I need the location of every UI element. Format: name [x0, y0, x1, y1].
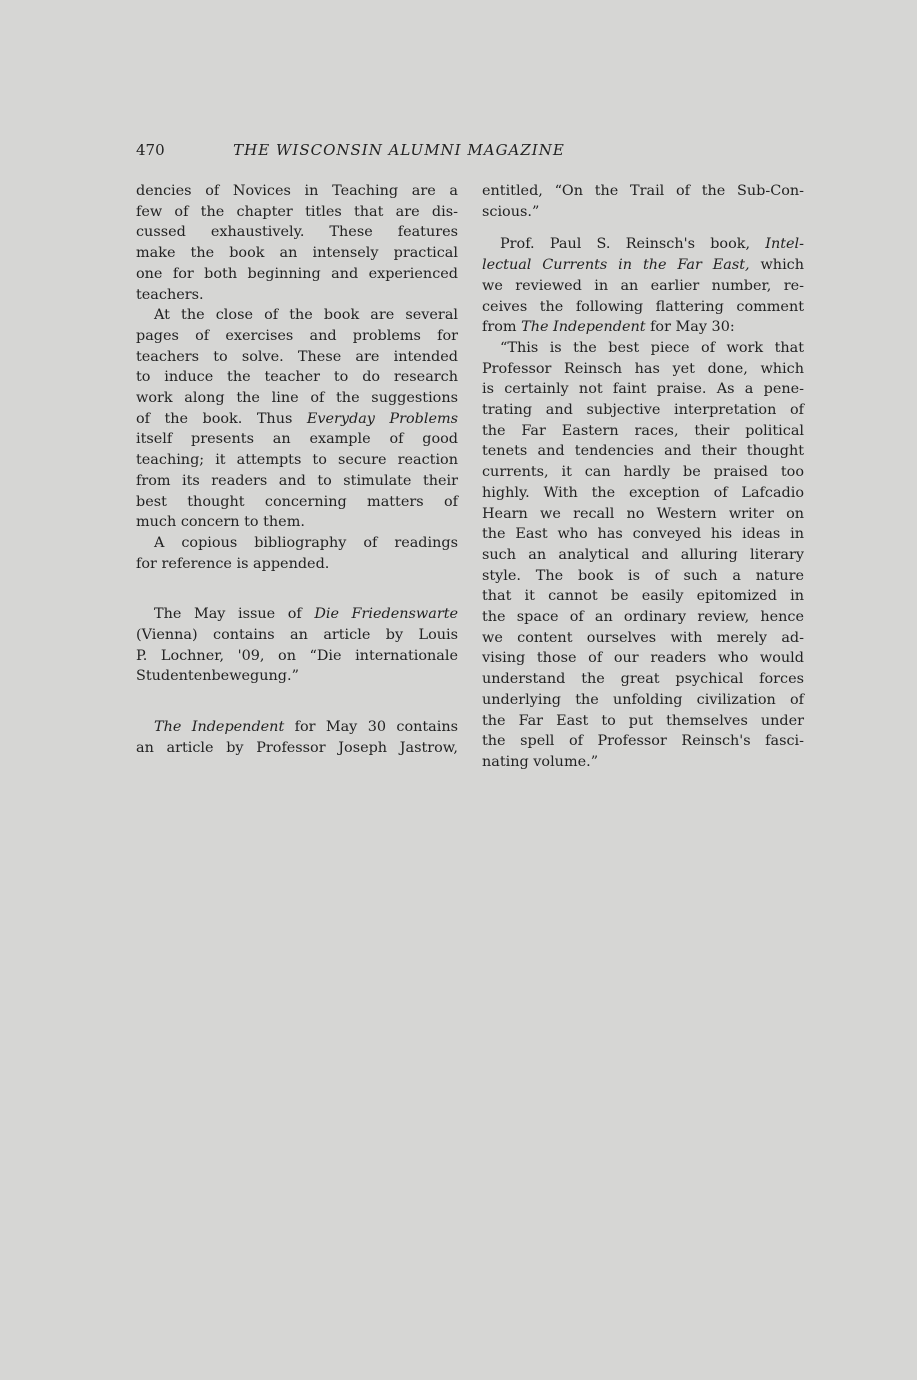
right-column	[482, 181, 804, 773]
text-line: make the book an intensely practical	[136, 245, 458, 262]
text-line: Professor Reinsch has yet done, which	[482, 360, 804, 377]
text-line	[482, 317, 804, 338]
text-run: The May issue of	[154, 606, 315, 623]
book-title: lectual Currents in the Far East,	[482, 257, 750, 274]
text-line: understand the great psychical forces	[482, 671, 804, 688]
section-gap	[136, 574, 458, 604]
periodical-title: Die Friedenswarte	[314, 606, 458, 623]
text-line: dencies of Novices in Teaching are a	[136, 183, 458, 199]
text-line: teachers to solve. These are intended	[136, 348, 458, 365]
text-line	[136, 409, 458, 430]
text-line: the East who has conveyed his ideas in	[482, 526, 804, 543]
text-line: an article by Professor Joseph Jastrow,	[136, 739, 458, 756]
text-line: entitled, “On the Trail of the Sub-Con-	[482, 183, 804, 199]
text-line: teaching; it attempts to secure reaction	[136, 452, 458, 469]
paragraph-exercises	[136, 305, 458, 533]
text-line: that it cannot be easily epitomized in	[482, 588, 804, 605]
text-line: we reviewed in an earlier number, re-	[482, 277, 804, 294]
text-line: the spell of Professor Reinsch's fasci-	[482, 733, 804, 750]
text-line: Hearn we recall no Western writer on	[482, 505, 804, 522]
text-line: nating volume.”	[482, 753, 599, 770]
text-line: best thought concerning matters of	[136, 493, 458, 510]
text-line: currents, it can hardly be praised too	[482, 464, 804, 481]
paragraph-jastrow-continued	[482, 181, 804, 222]
text-line: highly. With the exception of Lafcadio	[482, 484, 804, 501]
text-run: for May 30:	[645, 319, 735, 336]
text-line: style. The book is of such a nature	[482, 567, 804, 584]
text-line: scious.”	[482, 203, 540, 220]
text-line: (Vienna) contains an article by Louis	[136, 627, 458, 644]
text-run: for May 30 contains	[284, 719, 458, 736]
text-line: A copious bibliography of readings	[154, 534, 458, 551]
text-line: much concern to them.	[136, 514, 305, 531]
text-line: the Far East to put themselves under	[482, 712, 804, 729]
text-line: the space of an ordinary review, hence	[482, 609, 804, 626]
text-line: cussed exhaustively. These features	[136, 224, 458, 241]
text-run: of the book. Thus	[136, 410, 307, 427]
paragraph-reinsch	[482, 234, 804, 338]
text-line: one for both beginning and experienced	[136, 265, 458, 282]
text-run: from	[482, 319, 522, 336]
text-line: trating and subjective interpretation of	[482, 402, 804, 419]
periodical-title: The Independent	[154, 719, 285, 736]
text-line: the Far Eastern races, their political	[482, 422, 804, 439]
paragraph-jastrow	[136, 717, 458, 758]
text-line: for reference is appended.	[136, 555, 330, 572]
text-line: pages of exercises and problems for	[136, 327, 458, 344]
section-gap	[136, 687, 458, 717]
text-line: underlying the unfolding civilization of	[482, 691, 804, 708]
running-title: THE WISCONSIN ALUMNI MAGAZINE	[233, 141, 565, 159]
text-line: teachers.	[136, 286, 204, 303]
text-line: Studentenbewegung.”	[136, 668, 299, 685]
periodical-title: The Independent	[521, 319, 646, 336]
text-line: “This is the best piece of work that	[500, 339, 804, 356]
text-line: to induce the teacher to do research	[136, 369, 458, 386]
paragraph-chapter-titles	[136, 181, 458, 305]
paragraph-friedenswarte	[136, 604, 458, 687]
text-line: ceives the following flattering comment	[482, 298, 804, 315]
text-line: we content ourselves with merely ad-	[482, 629, 804, 646]
text-line: vising those of our readers who would	[482, 650, 804, 667]
text-line: is certainly not faint praise. As a pene-	[482, 381, 804, 398]
left-column	[136, 181, 458, 759]
text-line: from its readers and to stimulate their	[136, 472, 458, 489]
text-line	[136, 604, 458, 625]
paragraph-bibliography	[136, 533, 458, 574]
text-line: itself presents an example of good	[136, 431, 458, 448]
text-line: P. Lochner, '09, on “Die internationale	[136, 647, 458, 664]
text-line	[482, 234, 804, 255]
book-title: Everyday Problems	[306, 410, 458, 427]
book-title: Intel-	[765, 236, 804, 253]
text-line: tenets and tendencies and their thought	[482, 443, 804, 460]
page-number: 470	[136, 141, 165, 159]
section-gap	[482, 222, 804, 234]
text-line	[482, 255, 804, 276]
text-line: such an analytical and alluring literary	[482, 546, 804, 563]
paragraph-independent-quote	[482, 338, 804, 773]
text-run: which	[749, 257, 804, 274]
text-line	[136, 717, 458, 738]
text-line: At the close of the book are several	[154, 307, 458, 324]
text-line: work along the line of the suggestions	[136, 390, 458, 407]
page-header	[136, 141, 642, 163]
text-run: Prof. Paul S. Reinsch's book,	[500, 236, 766, 253]
text-line: few of the chapter titles that are dis-	[136, 203, 458, 220]
